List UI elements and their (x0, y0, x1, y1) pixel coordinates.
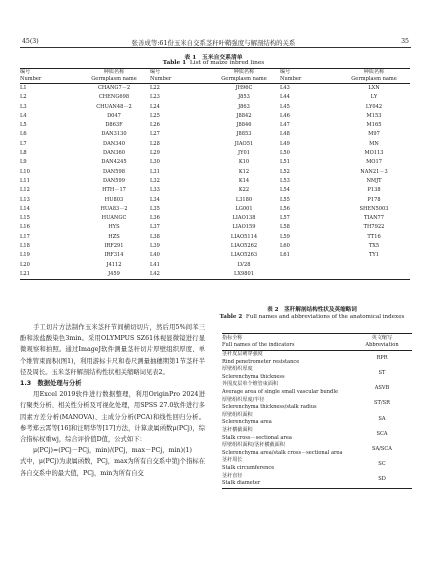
germplasm-name-cell: L3180 (235, 196, 253, 203)
germplasm-name-cell: D047 (107, 112, 121, 119)
line-number-cell: L48 (280, 131, 290, 138)
germplasm-name-cell: SHEN5003 (359, 205, 389, 212)
germplasm-name-cell: LIAO159 (232, 224, 256, 231)
germplasm-name-cell: DAN3130 (101, 131, 127, 138)
body-text-column (20, 322, 205, 479)
equation-1: μ(PCj)=(PCj－PCj，min)/(PCj，max－PCj，min)(1) (32, 447, 193, 455)
germplasm-name-cell: D863F (105, 122, 123, 129)
germplasm-name-cell: LX9801 (208, 270, 280, 280)
line-number-cell: L55 (280, 196, 290, 203)
table-row (20, 261, 410, 270)
germplasm-name-cell: M165 (366, 122, 382, 129)
indicator-name-cn: 厚壁组织面积 (222, 411, 253, 418)
indicator-name-en: Average area of single small vascular bundle (222, 388, 338, 395)
table-row (20, 205, 410, 214)
table-row (20, 121, 410, 130)
line-number-cell: L43 (280, 85, 290, 91)
equation-explanation: 式中，μ(PCj)为隶属函数，PCj，max为所有自交系中第j个指标在各自交系中的最大值，PCj，min为所有自交 (20, 458, 205, 477)
germplasm-name-cell: DAN360 (103, 150, 125, 157)
germplasm-name-cell: J8846 (236, 122, 252, 129)
table-row (20, 177, 410, 186)
line-number-cell: L52 (280, 168, 290, 175)
volume-issue: 45(3) (22, 38, 39, 45)
germplasm-name-cell: J8853 (236, 131, 252, 138)
table-row (222, 366, 412, 381)
line-number-cell: L10 (20, 168, 30, 175)
germplasm-name-cell: LY (370, 94, 378, 101)
indicator-name-cn: 厚壁组织厚度/半径 (222, 396, 265, 403)
line-number-cell: L29 (150, 150, 160, 157)
running-title: 张善成等:61份玉米自交系茎秆叶鞘强度与解剖结构的关系 (131, 39, 296, 47)
germplasm-name-cell: TY1 (368, 252, 379, 259)
indicator-name-en: Stalk circumference (222, 464, 275, 471)
indicator-name-en: Stalk cross－sectional area (222, 434, 292, 441)
line-number-cell: L50 (280, 150, 290, 157)
table2-header-abbr-cn: 英文缩写 (371, 335, 393, 341)
table1-header: Germplasm name (78, 76, 150, 84)
table-row (222, 473, 412, 489)
table-row (222, 457, 412, 472)
line-number-cell: L41 (150, 261, 160, 268)
line-number-cell: L20 (20, 261, 30, 268)
indicator-name-cn: 茎秆直径 (222, 472, 243, 479)
table2-header-row (222, 334, 412, 351)
table-row (20, 196, 410, 205)
table1-caption-en (0, 60, 427, 66)
table1-header: Germplasm name (338, 76, 410, 84)
germplasm-name-cell: HTH－17 (102, 187, 126, 194)
table1-header: Number (20, 76, 78, 84)
line-number-cell: L28 (150, 140, 160, 147)
table1-header: 编号 (280, 69, 338, 77)
indicator-name-cell (222, 366, 352, 381)
germplasm-name-cell: HYS (108, 224, 120, 231)
line-number-cell: L6 (20, 131, 27, 138)
germplasm-name-cell: M153 (366, 112, 382, 119)
line-number-cell: L25 (150, 112, 160, 119)
table1-header: Germplasm name (208, 76, 280, 84)
table-row (20, 186, 410, 195)
table-row (20, 140, 410, 149)
germplasm-name-cell: JIAO51 (234, 140, 254, 147)
line-number-cell: L40 (150, 252, 160, 259)
germplasm-name-cell: CHUAN48－2 (96, 103, 132, 110)
abbreviation-cell: ST/SR (374, 400, 390, 407)
table1-caption-cn: 表 1 玉米自交系清单 (184, 55, 243, 61)
germplasm-name-cell: J4112 (106, 261, 122, 268)
abbreviation-cell: SD (352, 473, 412, 489)
germplasm-name-cell: M97 (368, 131, 380, 138)
indicator-name-cell (222, 412, 352, 427)
germplasm-name-cell: HU803 (104, 196, 124, 203)
line-number-cell: L30 (150, 159, 160, 166)
germplasm-name-cell: CHENG698 (98, 94, 130, 101)
table-row (222, 381, 412, 396)
line-number-cell: L9 (20, 159, 27, 166)
table1-header: 种质名称 (208, 69, 280, 77)
line-number-cell: L3 (20, 103, 27, 110)
table-row (20, 223, 410, 232)
germplasm-name-cell: P178 (367, 196, 381, 203)
germplasm-name-cell: LIAO138 (232, 215, 256, 222)
germplasm-name-cell: TT16 (367, 233, 381, 240)
germplasm-name-cell: JY01 (238, 150, 250, 157)
germplasm-name-cell: K14 (238, 177, 250, 184)
table-row (222, 442, 412, 457)
line-number-cell: L51 (280, 159, 290, 166)
germplasm-name-cell: DAN340 (103, 140, 125, 147)
table2-header-name-cn: 指标全称 (222, 335, 243, 341)
line-number-cell: L59 (280, 233, 290, 240)
germplasm-name-cell: DAN598 (103, 168, 125, 175)
table2-header-name-en: Full names of the indicators (222, 342, 295, 348)
abbreviation-cell: SA (378, 415, 386, 422)
table2-label: Table 2 (219, 314, 243, 320)
line-number-cell: L58 (280, 224, 290, 231)
abbreviations-table (222, 333, 412, 489)
line-number-cell: L21 (20, 270, 78, 280)
line-number-cell: L42 (150, 270, 208, 280)
table-row (20, 130, 410, 139)
table2-caption-cn: 表 2 茎秆解剖结构性状及英缩略词 (267, 307, 357, 313)
table2-header-abbr-en: Abbreviation (365, 342, 399, 348)
line-number-cell: L5 (20, 122, 27, 129)
germplasm-name-cell: LG001 (235, 205, 253, 212)
line-number-cell: L19 (20, 252, 30, 259)
abbreviation-cell: ST (378, 369, 386, 376)
germplasm-name-cell: LIAO5263 (230, 252, 258, 259)
indicator-name-en: Rind penetrometer resistance (222, 358, 300, 365)
line-number-cell: L39 (150, 243, 160, 250)
table-row (20, 270, 410, 280)
germplasm-name-cell: NAN21－3 (360, 168, 388, 175)
table-row (222, 412, 412, 427)
line-number-cell: L53 (280, 177, 290, 184)
germplasm-name-cell (338, 270, 410, 280)
table-row (20, 251, 410, 260)
table1-header: Number (150, 76, 208, 84)
germplasm-name-cell: J863 (238, 103, 250, 110)
line-number-cell: L46 (280, 112, 290, 119)
germplasm-name-cell: HUA83－2 (100, 205, 128, 212)
line-number-cell: L22 (150, 85, 160, 91)
indicator-name-cn: 厚壁组织厚度 (222, 366, 253, 373)
section-heading: 1.3 数据处理与分析 (20, 380, 82, 388)
header-rule (20, 47, 411, 48)
table-row (20, 149, 410, 158)
table-row (222, 351, 412, 367)
line-number-cell: L49 (280, 140, 290, 147)
indicator-name-cell (222, 442, 352, 457)
germplasm-name-cell: LIAO5114 (230, 233, 258, 240)
line-number-cell: L14 (20, 205, 30, 212)
indicator-name-cn: 茎秆周长 (222, 457, 243, 464)
table1-header: Number (280, 76, 338, 84)
germplasm-name-cell: IRF291 (104, 243, 124, 250)
germplasm-name-cell: HZS (108, 233, 120, 240)
table2-caption-text: Full names and abbreviations of the anatomical indexes (245, 314, 405, 320)
table1-caption-text: List of maize inbred lines (189, 60, 265, 66)
table1-header-row-en (20, 76, 410, 84)
germplasm-name-cell: NMJT (366, 177, 382, 184)
table-row (20, 112, 410, 121)
germplasm-name-cell (338, 261, 410, 270)
germplasm-name-cell: IRF314 (104, 252, 124, 259)
line-number-cell: L56 (280, 205, 290, 212)
line-number-cell: L16 (20, 224, 30, 231)
indicator-name-cn: 茎秆横截面积 (222, 426, 253, 433)
line-number-cell: L33 (150, 187, 160, 194)
line-number-cell: L57 (280, 215, 290, 222)
table-row (20, 233, 410, 242)
line-number-cell: L7 (20, 140, 27, 147)
line-number-cell: L35 (150, 205, 160, 212)
table-row (20, 214, 410, 223)
germplasm-name-cell: HUANGC (101, 215, 127, 222)
germplasm-name-cell: J8842 (236, 112, 252, 119)
germplasm-name-cell: P138 (367, 187, 381, 194)
germplasm-name-cell: CHANG7－2 (97, 85, 131, 91)
indicator-name-cn: 外围皮层单个维管束面积 (222, 381, 279, 388)
indicator-name-cell (222, 351, 352, 367)
germplasm-name-cell: DAN599 (103, 177, 125, 184)
line-number-cell: L61 (280, 252, 290, 259)
table-row (222, 427, 412, 442)
indicator-name-en: Stalk diameter (222, 480, 261, 487)
germplasm-name-cell: LV28 (237, 261, 251, 268)
table1-header: 编号 (150, 69, 208, 77)
indicator-name-cn: 茎秆皮层刺穿强度 (222, 351, 263, 357)
table1-label: Table 1 (162, 60, 187, 66)
line-number-cell: L12 (20, 187, 30, 194)
line-number-cell: L38 (150, 233, 160, 240)
methods-paragraph: 手工切片方法制作玉米茎秆节间横切切片，然后用5%间苯三酚和浓盐酸染色3min。采用OLYMPUS SZ61体视显微镜进行显微观察和拍照。通过ImageJ软件测量茎秆切片厚壁组织厚度、单个维管束面积(图1)，利用游标卡尺和卷尺测量抽穗期第1节茎秆半径及周长。玉米茎秆解剖结构性状相关缩略词见表2。 (20, 324, 205, 376)
line-number-cell: L34 (150, 196, 160, 203)
germplasm-name-cell: TH7922 (363, 224, 385, 231)
table-row (20, 242, 410, 251)
germplasm-name-cell: J853 (238, 94, 250, 101)
line-number-cell: L18 (20, 243, 30, 250)
table-row (20, 168, 410, 177)
germplasm-name-cell: JH96C (235, 85, 253, 91)
line-number-cell: L36 (150, 215, 160, 222)
line-number-cell: L13 (20, 196, 30, 203)
line-number-cell: L26 (150, 122, 160, 129)
germplasm-name-cell: MN (369, 140, 379, 147)
line-number-cell: L47 (280, 122, 290, 129)
abbreviation-cell: RPR (376, 354, 388, 361)
indicator-name-cell (222, 381, 352, 396)
indicator-name-cell (222, 427, 352, 442)
line-number-cell: L15 (20, 215, 30, 222)
table1-header: 种质名称 (78, 69, 150, 77)
line-number-cell: L1 (20, 85, 27, 91)
table2-header-abbr (352, 334, 412, 351)
abbreviation-cell: SC (378, 461, 386, 468)
germplasm-name-cell: K12 (238, 168, 250, 175)
line-number-cell: L4 (20, 112, 27, 119)
line-number-cell: L8 (20, 150, 27, 157)
line-number-cell: L54 (280, 187, 290, 194)
line-number-cell: L45 (280, 103, 290, 110)
line-number-cell (280, 270, 338, 280)
germplasm-name-cell: MO17 (366, 159, 382, 166)
table1-header-row-cn (20, 69, 410, 77)
analysis-paragraph: 用Excel 2019软件进行数据整理，利用OriginPro 2024进行聚类分析、相关性分析及可视化处理，用SPSS 27.0软件进行多因素方差分析(MANOVA)、主成分分析(PCA)和线性回归分析。参考郑云霄等[16]和汪明华等[17]方法，计算隶属函数μ(PCj)，综合指标权重wj，综合评价值D值，公式如下： (20, 391, 205, 444)
germplasm-name-cell: MO113 (364, 150, 384, 157)
table-row (222, 397, 412, 412)
germplasm-name-cell: TIAN77 (363, 215, 385, 222)
table2-body (222, 351, 412, 489)
line-number-cell: L24 (150, 103, 160, 110)
page-header (0, 0, 427, 48)
line-number-cell: L11 (20, 177, 30, 184)
line-number-cell: L31 (150, 168, 160, 175)
germplasm-name-cell: LXN (368, 85, 380, 91)
line-number-cell: L37 (150, 224, 160, 231)
table2-caption-en (212, 314, 412, 322)
line-number-cell: L2 (20, 94, 27, 101)
indicator-name-en: Sclerenchyma thickness (222, 373, 285, 380)
table-row (20, 93, 410, 102)
abbreviation-cell: ASVB (374, 385, 390, 392)
table1-header: 种质名称 (338, 69, 410, 77)
germplasm-name-cell: K22 (238, 187, 250, 194)
germplasm-name-cell: DAN4245 (101, 159, 127, 166)
germplasm-name-cell: LIAO5262 (230, 243, 258, 250)
abbreviation-cell: SCA (376, 430, 388, 437)
line-number-cell: L60 (280, 243, 290, 250)
indicator-name-cell (222, 473, 352, 489)
line-number-cell: L32 (150, 177, 160, 184)
table-row (20, 84, 410, 94)
germplasm-name-cell: TX5 (368, 243, 380, 250)
indicator-name-cn: 厚壁组织面积/茎秆横截面积 (222, 442, 285, 449)
line-number-cell (280, 261, 338, 270)
table-row (20, 158, 410, 167)
indicator-name-en: Sclerenchyma area (222, 419, 272, 426)
table1-header: 编号 (20, 69, 78, 77)
abbreviation-cell: SA/SCA (372, 445, 392, 452)
line-number-cell: L23 (150, 94, 160, 101)
page-number: 35 (401, 38, 409, 45)
inbred-lines-table (20, 68, 410, 280)
indicator-name-cell (222, 457, 352, 472)
line-number-cell: L44 (280, 94, 290, 101)
line-number-cell: L27 (150, 131, 160, 138)
indicator-name-en: Sclerenchyma thickness/stalk radius (222, 404, 317, 411)
germplasm-name-cell: LY042 (365, 103, 383, 110)
germplasm-name-cell: J459 (78, 270, 150, 280)
table-row (20, 103, 410, 112)
line-number-cell: L17 (20, 233, 30, 240)
table1-body (20, 84, 410, 280)
table2-header-name (222, 334, 352, 351)
germplasm-name-cell: K10 (238, 159, 250, 166)
indicator-name-en: Sclerenchyma area/stalk cross－sectional area (222, 449, 343, 456)
indicator-name-cell (222, 397, 352, 412)
